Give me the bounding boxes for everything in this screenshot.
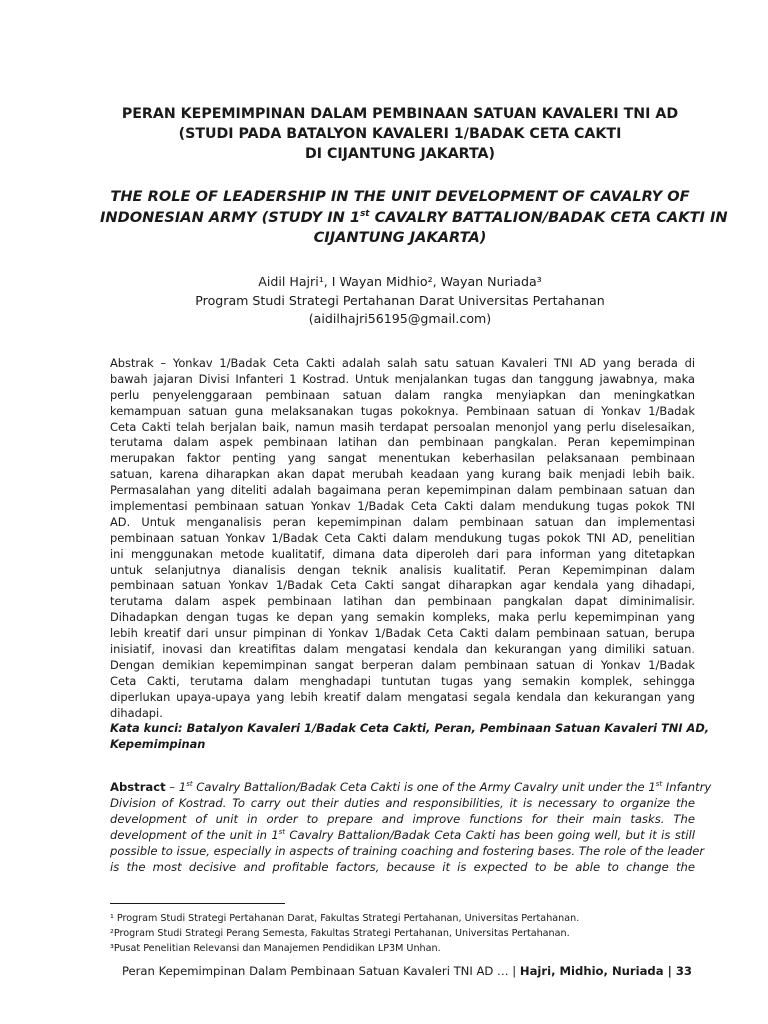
abstract-line: Dihadapkan dengan tugas ke depan yang semakin kompleks, maka perlu kepemimpinan yang (110, 610, 695, 625)
abstract-line: Ceta Cakti telah berjalan baik, namun masih terdapat persoalan menonjol yang perlu diselesaikan, (110, 419, 695, 434)
abstract-en-line (110, 779, 712, 795)
abstract-english (110, 779, 712, 875)
abstract-line: perlu penyelenggaraan pembinaan satuan dalam rangka menyiapkan dan meningkatkan (110, 387, 695, 402)
abstract-line: untuk selanjutnya dianalisis dengan teknik analisis kualitatif. Peran Kepemimpinan dalam (110, 562, 695, 577)
keywords-line: Kata kunci: Batalyon Kavaleri 1/Badak Ceta Cakti, Peran, Pembinaan Satuan Kavaleri TNI AD, (110, 721, 710, 736)
author-names: Aidil Hajri¹, I Wayan Midhio², Wayan Nuriada³ (258, 274, 542, 289)
abstract-line: kemampuan satuan guna melaksanakan tugas pokoknya. Pembinaan satuan di Yonkav 1/Badak (110, 403, 695, 418)
title-en-line (100, 208, 728, 229)
title-line: (STUDI PADA BATALYON KAVALERI 1/BADAK CETA CAKTI (178, 126, 622, 142)
abstract-line: merupakan faktor penting yang sangat menentukan keberhasilan pelaksanaan pembinaan (110, 451, 695, 466)
abstract-label: Abstract (110, 780, 166, 794)
abstract-line: satuan, karena diharapkan akan dapat merubah keadaan yang kurang baik menjadi lebih baik. (110, 467, 695, 482)
abstract-en-text: – 1 (165, 780, 187, 794)
abstract-line: bawah jajaran Divisi Infanteri 1 Kostrad. Untuk menjalankan tugas dan tanggung jawabnya, maka (110, 371, 695, 386)
author-email[interactable]: (aidilhajri56195@gmail.com) (308, 311, 492, 326)
title-line: PERAN KEPEMIMPINAN DALAM PEMBINAAN SATUAN KAVALERI TNI AD (121, 106, 679, 122)
footnote-divider (110, 903, 285, 904)
ordinal-sup: st (278, 828, 286, 837)
abstract-line: ini menggunakan metode kualitatif, dimana data diperoleh dari para informan yang ditetapkan (110, 546, 695, 561)
footnote: ²Program Studi Strategi Perang Semesta, Fakultas Strategi Pertahanan, Universitas Pertahanan. (110, 928, 570, 939)
running-authors: Hajri, Midhio, Nuriada (519, 964, 664, 978)
abstract-en-line: is the most decisive and profitable factors, because it is expected to be able to change the (110, 860, 695, 874)
red-period: . (691, 642, 695, 657)
running-title: Peran Kepemimpinan Dalam Pembinaan Satuan Kavaleri TNI AD … | (121, 964, 520, 978)
abstract-en-text: Infantry (662, 780, 712, 794)
abstract-en-text: Cavalry Battalion/Badak Ceta Cakti is one of the Army Cavalry unit under the 1 (192, 780, 656, 794)
title-english (100, 187, 728, 249)
abstract-line: diperlukan upaya-upaya yang lebih kreatif dalam mengatasi segala kendala dan kekurangan yang (110, 689, 695, 704)
abstract-line: Abstrak – Yonkav 1/Badak Ceta Cakti adalah salah satu satuan Kavaleri TNI AD yang berada di (110, 356, 695, 370)
abstract-line: terutama dalam aspek pembinaan latihan dan pembinaan pangkalan. Peran kepemimpinan (110, 435, 695, 450)
title-line: DI CIJANTUNG JAKARTA) (304, 146, 496, 162)
abstract-line: pembinaan satuan Yonkav 1/Badak Ceta Cakti dalam mendukung tugas pokok TNI AD, penelitian (110, 530, 695, 545)
abstract-en-text: Cavalry Battalion/Badak Ceta Cakti has been going well, but it is still (285, 828, 695, 842)
abstract-text: inisiatif, inovasi dan kreatifitas dalam mengatasi kendala dan kekurangan yang dimiliki satuan (110, 642, 692, 657)
title-en-text: CAVALRY BATTALION/BADAK CETA CAKTI IN (369, 208, 728, 226)
abstract-line: implementasi pembinaan satuan Yonkav 1/Badak Ceta Cakti dalam mendukung tugas pokok TNI (110, 499, 695, 514)
footnotes (110, 911, 579, 956)
title-indonesian (100, 104, 700, 164)
ordinal-sup: st (186, 780, 193, 789)
author-block (100, 273, 700, 329)
footnote: ³Pusat Penelitian Relevansi dan Manajemen Pendidikan LP3M Unhan. (110, 943, 441, 954)
abstract-en-line: development of unit in order to prepare and improve functions for their main tasks. The (110, 812, 695, 826)
title-en-line: THE ROLE OF LEADERSHIP IN THE UNIT DEVELOPMENT OF CAVALRY OF (110, 188, 690, 205)
abstract-line: Dengan demikian kepemimpinan sangat berperan dalam pembinaan satuan di Yonkav 1/Badak (110, 657, 695, 672)
page-number: 33 (675, 964, 692, 978)
abstract-en-text: development of the unit in 1 (110, 828, 279, 842)
footnote: ¹ Program Studi Strategi Pertahanan Darat, Fakultas Strategi Pertahanan, Universitas Pertahanan. (110, 913, 580, 924)
abstract-line: dihadapi. (110, 705, 163, 720)
title-en-line: CIJANTUNG JAKARTA) (313, 229, 487, 246)
abstract-en-line: possible to issue, especially in aspects of training coaching and fostering bases. The role of the leader (110, 844, 705, 858)
title-en-text: INDONESIAN ARMY (STUDY IN 1 (100, 208, 361, 226)
author-affiliation: Program Studi Strategi Pertahanan Darat Universitas Pertahanan (195, 292, 605, 308)
abstract-line: lebih kreatif dari unsur pimpinan di Yonkav 1/Badak Ceta Cakti dalam pembinaan satuan, berupa (110, 626, 695, 641)
abstract-en-line (110, 827, 695, 843)
abstract-line: AD. Untuk menganalisis peran kepemimpinan dalam pembinaan satuan dan implementasi (110, 514, 695, 529)
abstract-indonesian (110, 356, 710, 753)
abstract-line: Permasalahan yang diteliti adalah bagaimana peran kepemimpinan dalam pembinaan satuan dan (110, 483, 695, 498)
ordinal-sup: st (360, 208, 370, 219)
abstract-line: pembinaan satuan Yonkav 1/Badak Ceta Cakti sangat diharapkan agar kendala yang dihadapi, (110, 578, 695, 593)
abstract-line (110, 642, 695, 658)
ordinal-sup: st (655, 780, 663, 789)
abstract-line: Ceta Cakti, terutama dalam menghadapi tuntutan tugas yang semakin komplek, sehingga (110, 673, 695, 688)
keywords-line: Kepemimpinan (110, 737, 206, 752)
abstract-en-line: Division of Kostrad. To carry out their duties and responsibilities, it is necessary to organize the (110, 796, 695, 810)
abstract-line: terutama dalam aspek pembinaan latihan dan pembinaan pangkalan dapat diminimalisir. (110, 594, 695, 609)
footer-separator: | (663, 964, 676, 978)
running-footer (122, 964, 692, 978)
